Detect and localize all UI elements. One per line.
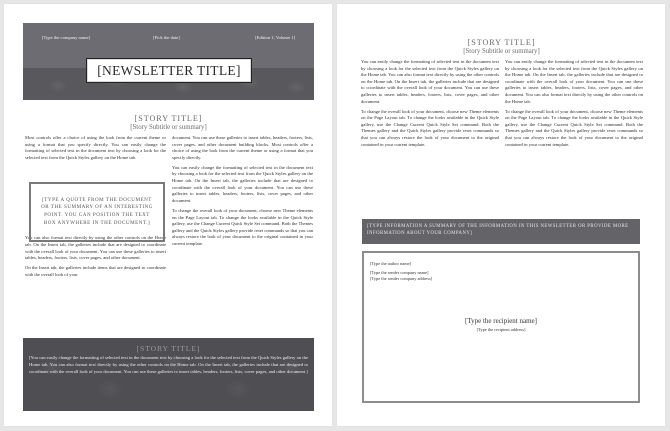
- paragraph: You can also format text directly by using the other controls on the Home tab. On the Insert tab, the galleries include that are designed to coordinate with the overall look of your document. You can use these galleries to insert tables, headers, footers, lists, cover pages, and other document.: [25, 235, 166, 261]
- mailer-address-box: [362, 251, 640, 403]
- newsletter-title[interactable]: [NEWSLETTER TITLE]: [86, 58, 252, 83]
- page-1: [4, 4, 332, 426]
- paragraph: You can easily change the formatting of selected text in the document text by choosing a look for the selected text from the Quick Styles gallery on the Home tab. On the Insert tab, the galleries include that are designed to coordinate with the overall look of your document. You can use these galleries to insert tables, headers, footers, lists, cover pages, and other document. You can also format text directly by using the other controls on the Home tab.: [505, 59, 643, 104]
- featured-story-band: [23, 338, 314, 411]
- story-right-column[interactable]: [172, 135, 313, 251]
- paragraph: You can easily change the formatting of selected text in the document text by choosing a look for the selected text from the Quick Styles gallery on the Home tab. On the Insert tab, the galleries include that are designed to coordinate with the overall look of your document. You can use these galleries to insert tables, headers, footers, lists, cover pages, and other document.: [172, 164, 313, 203]
- story-body[interactable]: [You can easily change the formatting of selected text in the document text by choosing a look for the selected text from the Quick Styles gallery on the Home tab. You can also format text directly by using the other controls on the Home tab. On the Insert tab, the galleries include that are designed to coordinate with the overall look of your document. You can use these galleries to insert tables, headers, footers, lists, cover pages, and other document.]: [29, 355, 308, 374]
- pull-quote-box[interactable]: [29, 182, 165, 242]
- company-name-field[interactable]: [Type the company name]: [42, 35, 91, 40]
- story-title[interactable]: [STORY TITLE]: [136, 344, 201, 353]
- page-2: [337, 4, 665, 426]
- company-info-text: [TYPE INFORMATION A SUMMARY OF THE INFORMATION IN THIS NEWSLETTER OR PROVIDE MORE INFORMATION ABOUT YOUR COMPANY]: [367, 224, 629, 237]
- paragraph: You can easily change the formatting of selected text in the document text by choosing a look for the selected text from the Quick Styles gallery on the Home tab. You can also format text directly by using the other controls on the Home tab. On the Insert tab, the galleries include that are designed to coordinate with the overall look of your document. You can use these galleries to insert tables, headers, footers, lists, cover pages, and other document.: [361, 59, 499, 104]
- story-right-column[interactable]: [505, 59, 643, 152]
- recipient-name-field[interactable]: [Type the recipient name]: [464, 317, 537, 325]
- sender-address-field[interactable]: [Type the sender company address]: [370, 276, 433, 281]
- author-name-field[interactable]: [Type the author name]: [370, 261, 412, 266]
- paragraph: To change the overall look of your document, choose new Theme elements on the Page Layout tab. To change the looks available in the Quick Style gallery, use the Change Current Quick Style Set command. Both the Themes gallery and the Quick Styles gallery provide reset commands so that you can always restore the look of your document to the original contained in your current template.: [505, 108, 643, 147]
- story-subtitle[interactable]: [Story Subtitle or summary]: [130, 124, 207, 131]
- story-subtitle[interactable]: [Story Subtitle or summary]: [463, 48, 540, 55]
- recipient-address-field[interactable]: [Type the recipient address]: [476, 327, 526, 332]
- date-picker-field[interactable]: [Pick the date]: [153, 35, 180, 40]
- paragraph: To change the overall look of your document, choose new Theme elements on the Page Layout tab. To change the looks available in the Quick Style gallery, use the Change Current Quick Style Set command. Both the Themes gallery and the Quick Styles gallery provide reset commands so that you can always restore the look of your document to the original contained in your current template.: [361, 108, 499, 147]
- masthead-banner: [23, 23, 314, 100]
- paragraph: document. You can use these galleries to insert tables, headers, footers, lists, cover pages, and other document building blocks. Most controls offer a choice of using the look from the current theme or using a format that you specify directly.: [172, 135, 313, 160]
- paragraph: To change the overall look of your document, choose new Theme elements on the Page Layout tab. To change the looks available in the Quick Style gallery, use the Change Current Quick Style Set command. Both the Themes gallery and the Quick Styles gallery provide reset commands so that you can always restore the look of your document to the original contained in your current template.: [172, 207, 313, 246]
- story-left-column[interactable]: [361, 59, 499, 152]
- paragraph: Most controls offer a choice of using the look from the current theme or using a format that you specify directly. You can easily change the formatting of selected text in the document text by choosing a look for the selected text from the Quick Styles gallery on the Home tab.: [25, 135, 166, 160]
- company-info-band[interactable]: [362, 219, 640, 244]
- story-title[interactable]: [STORY TITLE]: [467, 38, 536, 47]
- story-title[interactable]: [STORY TITLE]: [134, 114, 203, 123]
- paragraph: On the Insert tab, the galleries include items that are designed to coordinate with the overall look of your: [25, 265, 166, 277]
- pull-quote-text: [TYPE A QUOTE FROM THE DOCUMENT OR THE SUMMARY OF AN INTERESTING POINT. YOU CAN POSITION THE TEXT BOX ANYWHERE IN THE DOCUMENT.]: [41, 196, 153, 226]
- sender-company-field[interactable]: [Type the sender company name]: [370, 270, 429, 275]
- edition-field[interactable]: [Edition 1, Volume 1]: [255, 35, 295, 40]
